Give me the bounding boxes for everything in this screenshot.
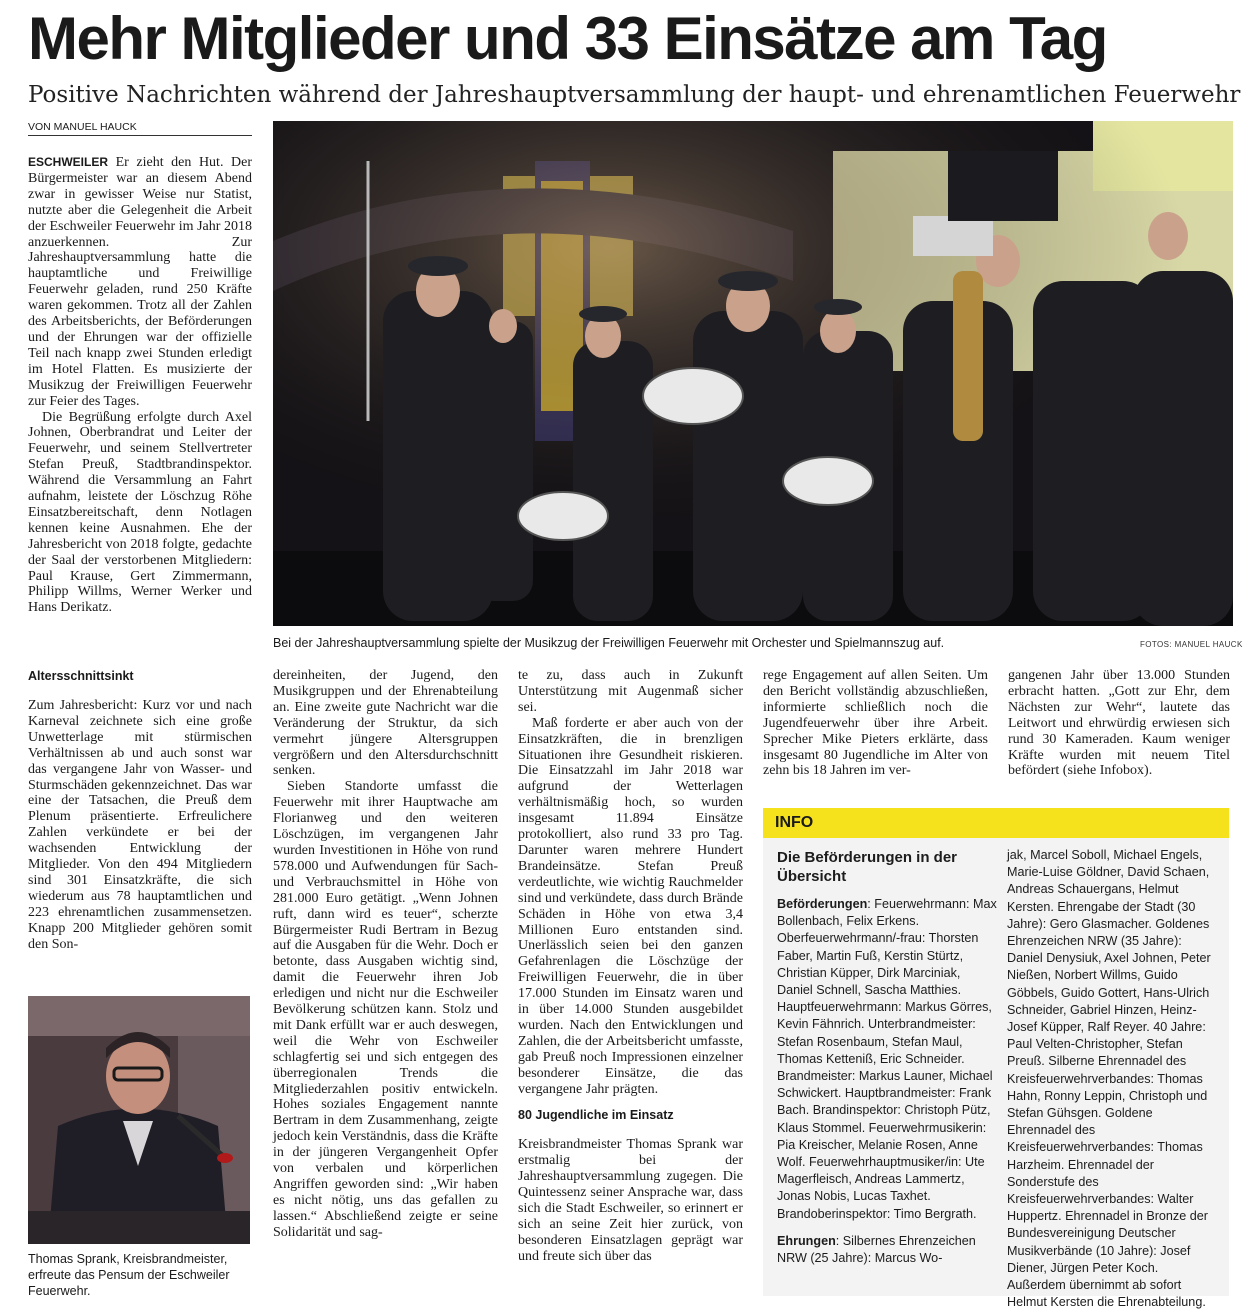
column-1-bottom: [28, 668, 252, 953]
column-2: [273, 668, 498, 1241]
info-lead: Beförderungen: [777, 897, 868, 911]
info-label: INFO: [775, 814, 814, 831]
article-paragraph: Die Begrüßung erfolgte durch Axel Johnen, Oberbrandrat und Leiter der Feuerwehr, und seinem Stellvertreter Stefan Preuß, Stadtbrandinspektor. Während die Versammlung an Fahrt aufnahm, leistete der Löschzug Röhe Einsatzbereitschaft, denn Notlagen kennen keine Ausnahmen. Ehe der Jahresbericht von 2018 folgte, gedachte der Saal der verstorbenen Mitgliedern: Paul Krause, Gert Zimmermann, Philipp Willms, Werner Werker und Hans Derikatz.: [28, 409, 252, 616]
info-text: jak, Marcel Soboll, Michael Engels, Marie-Luise Göldner, David Schaen, Andreas Schauergans, Helmut Kersten. Ehrengabe der Stadt (30 Jahre): Gero Glasmacher. Goldenes Ehrenzeichen NRW (35 Jahre): Daniel Denysiuk, Axel Johnen, Peter Nießen, Norbert Willms, Guido Göbbels, Guido Gottert, Hans-Ulrich Schneider, Gabriel Hinzen, Heinz-Josef Küpper, Ralf Reyer. 40 Jahre: Paul Velten-Christopher, Stefan Preuß. Silberne Ehrennadel des Kreisfeuerwehrverbandes: Thomas Hahn, Ronny Leppin, Christoph und Stefan Gühsgen. Goldene Ehrennadel des Kreisfeuerwehrverbandes: Thomas Harzheim. Ehrennadel der Sonderstufe des Kreisfeuerwehrverbandes: Walter Huppertz. Ehrennadel in Bronze der Bundesvereinigung Deutscher Musikverbände (10 Jahre): Josef Diener, Jürgen Peter Koch. Außerdem übernimmt ab sofort Helmut Kersten die Ehrenabteilung.: [1007, 848, 1211, 1310]
article-paragraph: Zum Jahresbericht: Kurz vor und nach Karneval zeichnete sich eine große Unwetterlage mit stürmischen Verhältnissen ab und auch sonst war das vergangene Jahr von Wasser- und Sturmschäden gekennzeichnet. Das war eine der Tatsachen, die Preuß dem Plenum präsentierte. Erfreulichere Zahlen verkündete er bei der wachsenden Entwicklung der Mitglieder. Von den 494 Mitgliedern sind 301 Einsatzkräfte, die sich wiederum aus 78 hauptamtlichen und 223 ehrenamtlichen zusammensetzen. Knapp 200 Mitglieder gehören somit den Son-: [28, 698, 252, 952]
subheadline: Positive Nachrichten während der Jahreshauptversammlung der haupt- und ehrenamtlichen Feuerwehr: [28, 82, 1241, 108]
article-paragraph: Maß forderte er aber auch von der Einsatzkräften, die in brenzligen Situationen ihre Gesundheit riskieren. Die Einsatzzahl im Jahr 2018 war aufgrund der Wetterlagen verhältnismäßig hoch, so wurden insgesamt 11.894 Einsätze protokolliert, also rund 33 pro Tag. Darunter waren mehrere Hundert Brandeinsätze. Stefan Preuß verdeutlichte, wie wichtig Rauchmelder sind und verkündete, dass durch Brände Schäden in Höhe von etwa 3,4 Millionen Euro entstanden sind. Unerlässlich seien bei den ganzen Gefahrenlagen die Löschzüge der Freiwilligen Feuerwehr, die in über 17.000 Stunden im Einsatz waren und in über 14.000 Stunden ausgebildet wurden. Nach den Entwicklungen und Zahlen, die der Arbeitsbericht umfasste, gab Preuß noch Impressionen einzelner besonderer Einsätze, die das vergangene Jahr prägten.: [518, 715, 743, 1097]
info-text: : Silbernes Ehrenzeichen NRW (25 Jahre): Marcus Wo-: [777, 1233, 976, 1266]
column-3: [518, 668, 743, 1265]
section-subtitle: 80 Jugendliche im Einsatz: [518, 1108, 674, 1123]
photo-credit: FOTOS: MANUEL HAUCK: [1140, 640, 1243, 649]
main-photo-caption: Bei der Jahreshauptversammlung spielte der Musikzug der Freiwilligen Feuerwehr mit Orchester und Spielmannszug auf.: [273, 636, 945, 650]
speaker-photo-caption: Thomas Sprank, Kreisbrandmeister, erfreute das Pensum der Eschweiler Feuerwehr.: [28, 1252, 230, 1298]
headline: Mehr Mitglieder und 33 Einsätze am Tag: [28, 5, 1107, 72]
column-1-top: [28, 155, 252, 616]
article-paragraph: Kreisbrandmeister Thomas Sprank war erstmalig bei der Jahreshauptversammlung zugegen. Die Quintessenz seiner Ansprache war, dass sich die Stadt Eschweiler, so erinnert er sich an seine Zeit hier zurück, von besonderen Einsatzlagen geprägt war und freute sich über das: [518, 1137, 743, 1264]
info-promotions-text: [777, 896, 999, 1223]
info-lead: Ehrungen: [777, 1233, 836, 1248]
article-paragraph: dereinheiten, der Jugend, den Musikgruppen und der Ehrenabteilung an. Eine zweite gute Nachricht war die Veränderung der Struktur, da sich vermehrt jüngere Altersgruppen vergrößern und den Altersdurchschnitt senken.: [273, 668, 498, 779]
info-label-bar: [763, 808, 1229, 838]
paragraph-text: Er zieht den Hut. Der Bürgermeister war an diesem Abend zwar in gewisser Weise nur Statist, nutzte aber die Gelegenheit die Arbeit der Eschweiler Feuerwehr im Jahr 2018 anzuerkennen. Zur Jahreshauptversammlung hatte die hauptamtliche und Freiwillige Feuerwehr geladen, rund 250 Kräfte waren gekommen. Trotz all der Zahlen des Arbeitsberichts, der Beförderungen und der Ehrungen war der offizielle Teil nach knapp zwei Stunden erledigt im Hotel Flatten. Es musizierte der Musikzug der Freiwilligen Feuerwehr zur Feier des Tages.: [28, 155, 253, 409]
article-paragraph: gangenen Jahr über 13.000 Stunden erbracht hatten. „Gott zur Ehr, dem Nächsten zur Wehr“, lautete das Leitwort und ehrwürdig erwiesen sich rund 30 Kameraden. Kaum weniger Kräfte wurden mit neuem Titel befördert (siehe Infobox).: [1008, 668, 1230, 779]
band-photo-illustration: [273, 121, 1233, 626]
column-5: [1008, 668, 1230, 779]
info-honors-text: [777, 1233, 999, 1267]
speaker-photo: [28, 996, 250, 1244]
info-text: : Feuerwehrmann: Max Bollenbach, Felix Erkens. Oberfeuerwehrmann/-frau: Thorsten Faber, Martin Fuß, Kerstin Stürtz, Christian Küpper, Dirk Marciniak, Daniel Schnell, Sascha Matthies. Hauptfeuerwehrmann: Markus Görres, Kevin Fähnrich. Unterbrandmeister: Stefan Rosenbaum, Stefan Maul, Thomas Ketteniß, Eric Schneider. Brandmeister: Markus Launer, Michael Schwickert. Hauptbrandmeister: Frank Bach. Brandinspektor: Christoph Pütz, Klaus Stommel. Feuerwehrmusikerin: Pia Kreischer, Melanie Rosen, Anne Wolf. Feuerwehrhauptmusiker/in: Ute Magerfleisch, Andreas Lammertz, Jonas Nobis, Lucas Taxhet. Brandoberinspektor: Timo Bergrath.: [777, 897, 997, 1221]
article-paragraph: Sieben Standorte umfasst die Feuerwehr mit ihrer Hauptwache am Florianweg und den weiteren Löschzügen, im vergangenen Jahr wurden Investitionen in Höhe von rund 578.000 und Aufwendungen für Sach- und Verbrauchsmittel in Höhe von 281.000 Euro getätigt. „Wenn Johnen ruft, dann wird es teuer“, scherzte Bürgermeister Rudi Bertram in Bezug auf die Ausgaben für die Wehr. Doch er betonte, dass Ausgaben wichtig sind, damit die Feuerwehr ihren Job erledigen und nicht nur die Eschweiler Bevölkerung schützen kann. Stolz und mit Dank erfüllt war er auch deswegen, weil die Wehr von Eschweiler schlagfertig sei und sich entgegen des überregionalen Trends die Mitgliederzahlen positiv entwickeln. Hohes soziales Engagement nannte Bertram in dem Zusammenhang, zeigte jedoch kein Verständnis, dass die Kräfte in der jüngeren Vergangenheit Opfer von verbalen und körperlichen Angriffen geworden sind: „Wir haben es nicht nötig, uns das gefallen zu lassen.“ Abschließend zeigte er seine Solidarität und sag-: [273, 779, 498, 1240]
main-photo: [273, 121, 1233, 626]
info-column-left: [777, 848, 999, 1267]
section-subtitle: Altersschnittsinkt: [28, 669, 134, 683]
info-column-right: [1007, 847, 1219, 1311]
article-paragraph: te zu, dass auch in Zukunft Unterstützung mit Augenmaß sicher sei.: [518, 668, 743, 715]
byline: VON MANUEL HAUCK: [28, 120, 252, 136]
column-4: [763, 668, 988, 779]
info-box: [763, 808, 1229, 1310]
info-title: Die Beförderungen in der Übersicht: [777, 849, 958, 885]
article-paragraph: rege Engagement auf allen Seiten. Um den Bericht vollständig abzuschließen, informierte schließlich noch die Jugendfeuerwehr über ihre Arbeit. Sprecher Mike Pieters erklärte, dass insgesamt 80 Jugendliche im Alter von zehn bis 18 Jahren im ver-: [763, 668, 988, 779]
dateline: ESCHWEILER: [28, 155, 109, 169]
speaker-photo-illustration: [28, 996, 250, 1244]
article-paragraph: [28, 155, 252, 410]
